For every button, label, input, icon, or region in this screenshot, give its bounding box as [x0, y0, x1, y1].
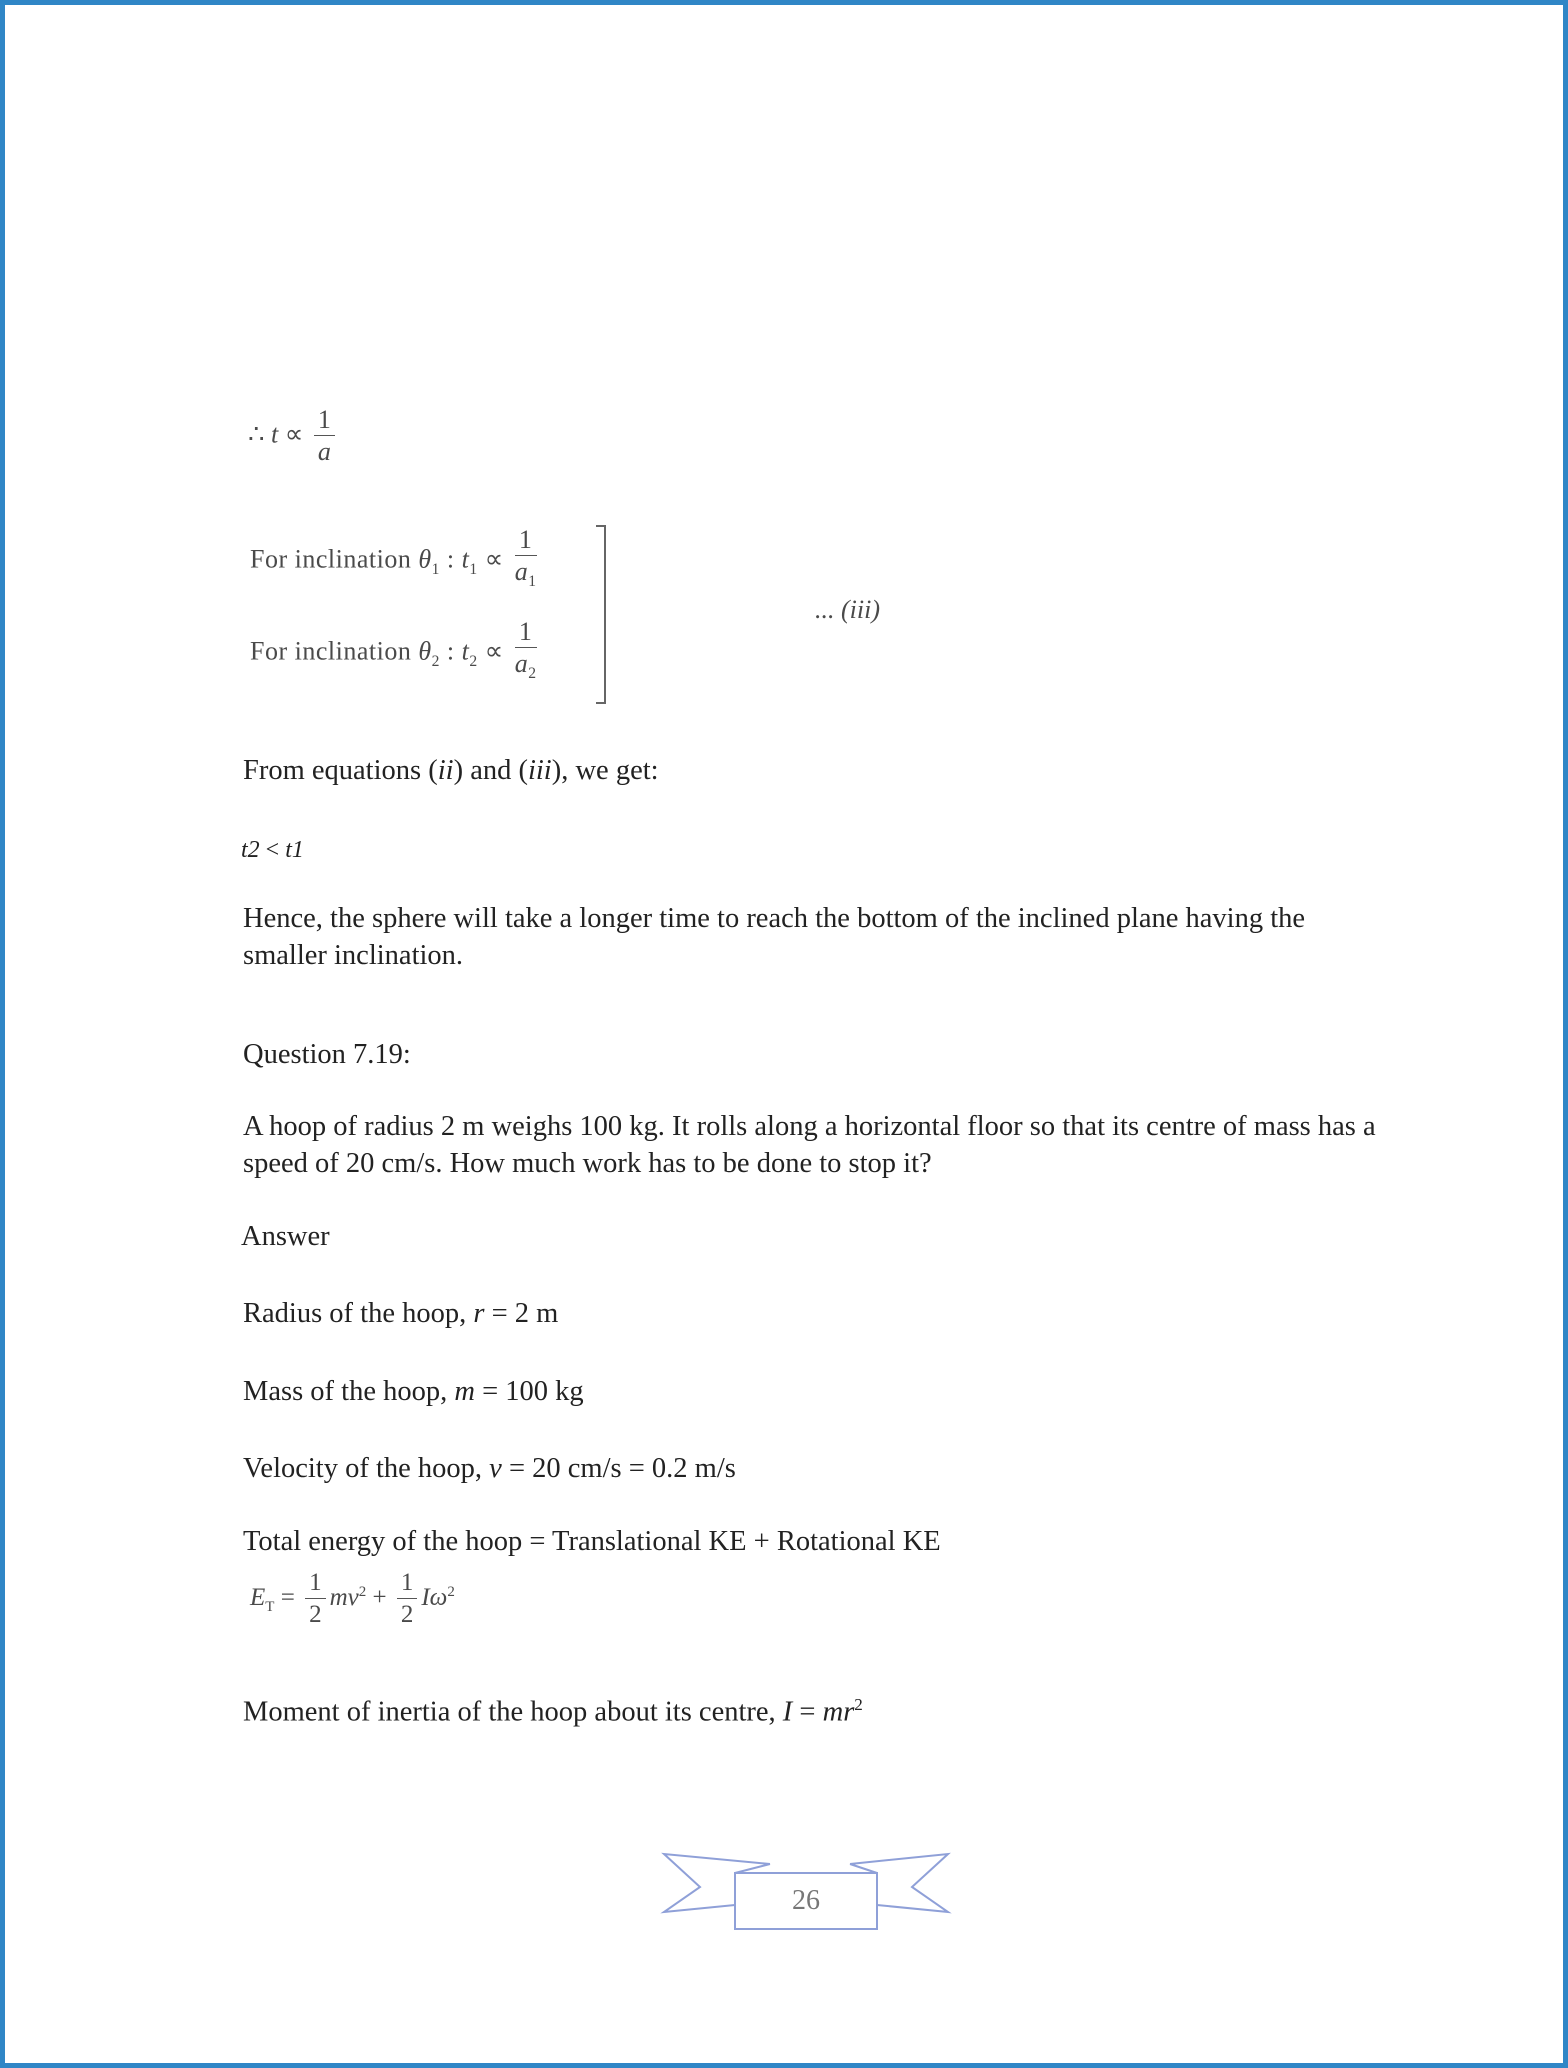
row-label: For inclination: [250, 544, 412, 574]
text: = 2 m: [484, 1298, 559, 1329]
therefore-symbol: ∴: [248, 419, 265, 449]
numerator: 1: [314, 405, 335, 436]
numerator: 1: [397, 1568, 418, 1599]
t-sub: 1: [469, 560, 478, 578]
proportional-symbol: ∝: [484, 544, 504, 574]
text: ), we get:: [551, 755, 659, 786]
question-heading: Question 7.19:: [243, 1039, 411, 1070]
text: Radius of the hoop,: [243, 1298, 474, 1329]
fraction: [515, 617, 537, 690]
var-t: t: [461, 636, 470, 666]
moment-of-inertia-line: [243, 1686, 863, 1731]
text: Moment of inertia of the hoop about its centre,: [243, 1696, 783, 1728]
text: Velocity of the hoop,: [243, 1453, 490, 1484]
equation-number: ... (iii): [815, 595, 880, 624]
text: Mass of the hoop,: [243, 1376, 455, 1407]
colon: :: [446, 636, 455, 666]
equals: =: [792, 1696, 823, 1728]
energy-sub: T: [265, 1599, 275, 1616]
eq-ref-iii: iii: [527, 755, 552, 786]
therefore-equation: [248, 405, 339, 468]
conclusion-paragraph: Hence, the sphere will take a longer time to reach the bottom of the inclined plane having the smaller inclination.: [243, 903, 1306, 971]
denominator: 2: [400, 1601, 414, 1628]
numerator: 1: [515, 525, 537, 556]
radius-line: [243, 1295, 558, 1332]
var-i: I: [782, 1696, 793, 1728]
velocity-line: [243, 1450, 736, 1487]
proportional-symbol: ∝: [484, 636, 504, 666]
inclination-row-1: [250, 525, 541, 598]
var-r: r: [473, 1298, 485, 1329]
denominator: a: [317, 437, 331, 466]
t2: t2: [241, 837, 260, 863]
t-sub: 2: [469, 652, 478, 670]
sup: 2: [854, 1695, 863, 1714]
right-bracket: [596, 525, 606, 704]
term-iw: Iω: [421, 1584, 448, 1612]
result-inequality: [241, 832, 304, 869]
denominator: 2: [309, 1601, 322, 1628]
page-number: 26: [792, 1885, 820, 1916]
energy-equation: [250, 1568, 455, 1631]
var-t: t: [461, 544, 470, 574]
text: ) and (: [453, 755, 528, 786]
fraction: [314, 405, 335, 468]
den-sub: 2: [528, 665, 537, 683]
fraction: [515, 525, 537, 598]
eq-ref-ii: ii: [437, 755, 454, 786]
sup: 2: [358, 1583, 367, 1600]
question-text: A hoop of radius 2 m weighs 100 kg. It rolls along a horizontal floor so that its centre of mass has a speed of 20 cm/s. How much work has to be done to stop it?: [243, 1111, 1376, 1179]
fraction: [305, 1568, 326, 1631]
fraction: [397, 1568, 418, 1631]
numerator: 1: [305, 1568, 326, 1599]
theta-sub: 1: [431, 560, 440, 578]
var-t: t: [271, 419, 279, 449]
sup: 2: [447, 1583, 455, 1600]
energy-symbol: E: [250, 1584, 266, 1612]
less-than: <: [265, 837, 280, 863]
var-v: v: [489, 1453, 502, 1484]
denominator: a: [514, 557, 529, 586]
colon: :: [446, 544, 455, 574]
total-energy-line: Total energy of the hoop = Translational KE + Rotational KE: [243, 1526, 941, 1557]
numerator: 1: [515, 617, 537, 648]
inclination-row-2: [250, 617, 541, 690]
den-sub: 1: [528, 573, 537, 591]
mr: mr: [822, 1696, 855, 1728]
equals: =: [280, 1584, 295, 1612]
term-mv: mv: [329, 1584, 359, 1612]
mass-line: [243, 1373, 584, 1410]
text: = 100 kg: [474, 1376, 584, 1407]
text: From equations (: [243, 755, 438, 786]
theta: θ: [418, 544, 432, 574]
var-m: m: [454, 1376, 475, 1407]
t1: t1: [285, 837, 304, 863]
theta: θ: [418, 636, 432, 666]
text: = 20 cm/s = 0.2 m/s: [501, 1453, 736, 1484]
row-label: For inclination: [250, 636, 412, 666]
from-equations-line: [243, 752, 659, 789]
proportional-symbol: ∝: [284, 419, 304, 449]
theta-sub: 2: [431, 652, 440, 670]
denominator: a: [514, 649, 529, 678]
answer-heading: Answer: [241, 1221, 330, 1252]
plus: +: [372, 1584, 387, 1612]
